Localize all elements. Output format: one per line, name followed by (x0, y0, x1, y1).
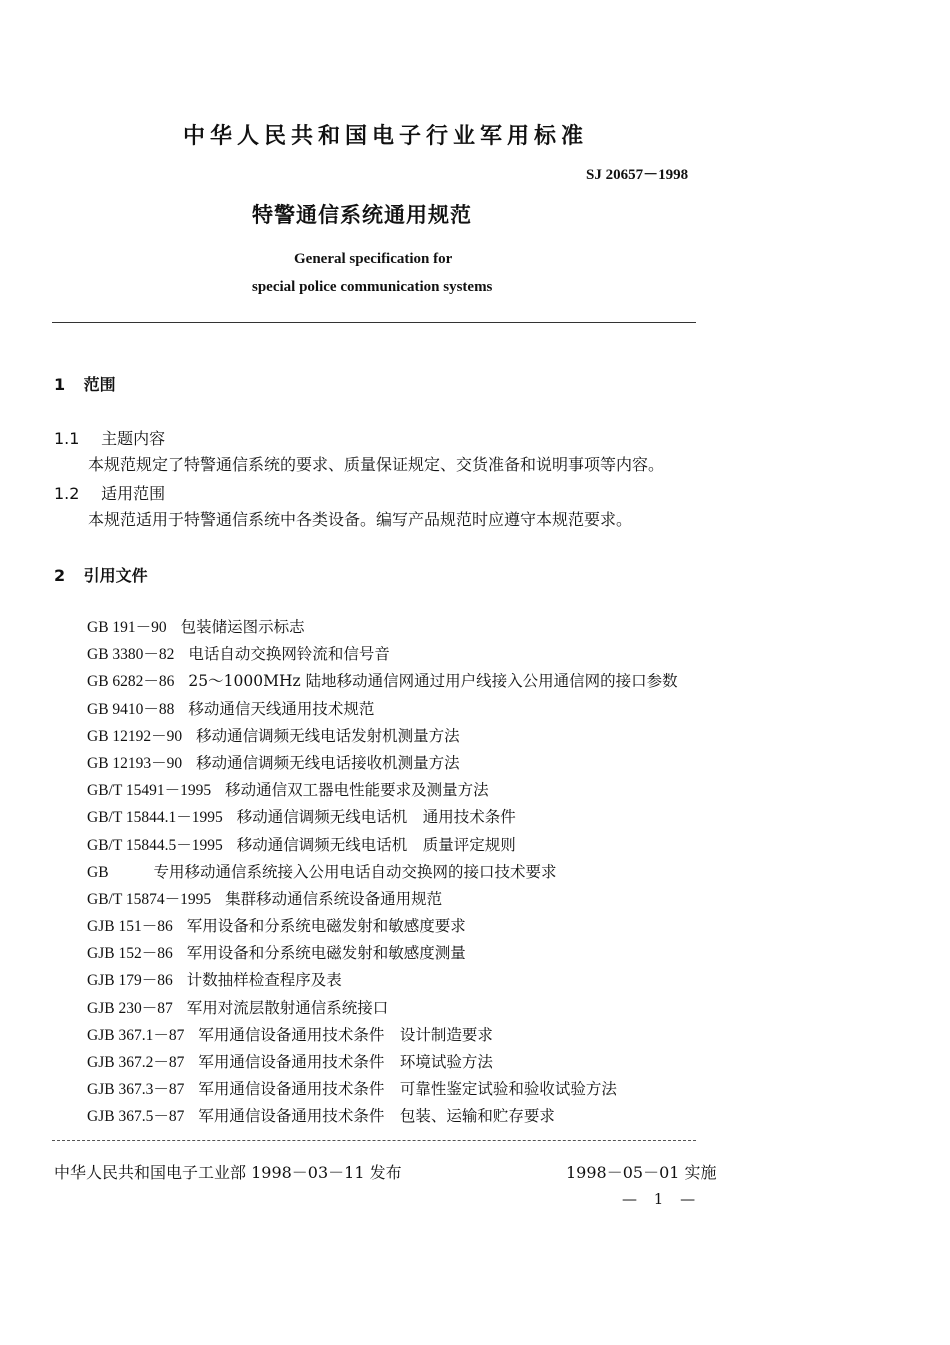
reference-item (87, 777, 678, 804)
reference-code: GB/T 15844.1－1995 (87, 809, 223, 827)
section-2-heading (54, 563, 148, 586)
publication-statement: 中华人民共和国电子工业部 1998－03－11 发布 (54, 1163, 402, 1182)
document-title-en-line2: special police communication systems (252, 279, 493, 295)
reference-title: 军用设备和分系统电磁发射和敏感度测量 (186, 944, 466, 963)
reference-item (87, 1049, 678, 1076)
header-divider (52, 322, 696, 323)
reference-title: 电话自动交换网铃流和信号音 (188, 645, 390, 664)
reference-title: 移动通信调频无线电话机 质量评定规则 (236, 835, 516, 854)
document-title-en-line1: General specification for (294, 251, 453, 267)
reference-code: GB/T 15844.5－1995 (87, 836, 223, 854)
reference-code: GB/T 15874－1995 (87, 890, 212, 908)
reference-title: 集群移动通信系统设备通用规范 (225, 889, 443, 908)
page-number: — 1 — (622, 1190, 702, 1208)
reference-title: 移动通信双工器电性能要求及测量方法 (225, 781, 489, 800)
reference-title: 专用移动通信系统接入公用电话自动交换网的接口技术要求 (153, 862, 557, 881)
reference-item (87, 1103, 678, 1130)
reference-code: GB 12193－90 (87, 754, 183, 772)
reference-code: GB/T 15491－1995 (87, 782, 212, 800)
reference-item (87, 723, 678, 750)
implementation-date: 1998－05－01 实施 (566, 1163, 717, 1182)
section-1-2-heading (54, 481, 165, 504)
reference-title: 移动通信天线通用技术规范 (188, 699, 375, 718)
reference-item (87, 1076, 678, 1103)
reference-title: 军用对流层散射通信系统接口 (186, 998, 389, 1017)
section-title: 引用文件 (83, 566, 148, 585)
reference-title: 军用通信设备通用技术条件 环境试验方法 (198, 1053, 493, 1071)
section-number: 1.2 (54, 484, 80, 503)
reference-item (87, 614, 678, 641)
section-title: 范围 (83, 375, 116, 394)
reference-item (87, 641, 678, 668)
reference-code: GB 6282－86 (87, 673, 175, 691)
reference-code: GB 12192－90 (87, 727, 183, 745)
reference-title: 25～1000MHz 陆地移动通信网通过用户线接入公用通信网的接口参数 (188, 672, 678, 691)
reference-code: GB 191－90 (87, 619, 167, 636)
reference-item (87, 859, 678, 886)
reference-code: GJB 367.1－87 (87, 1026, 185, 1044)
reference-item (87, 995, 678, 1022)
section-1-1-text: 本规范规定了特警通信系统的要求、质量保证规定、交货准备和说明事项等内容。 (88, 455, 665, 474)
standard-number: SJ 20657－1998 (586, 167, 689, 183)
reference-code: GJB 151－86 (87, 918, 173, 936)
reference-code: GB 9410－88 (87, 700, 175, 718)
reference-code: GJB 367.5－87 (87, 1108, 185, 1126)
reference-code: GJB 367.2－87 (87, 1054, 185, 1071)
reference-title: 军用通信设备通用技术条件 设计制造要求 (198, 1025, 493, 1044)
reference-title: 计数抽样检查程序及表 (186, 971, 342, 990)
reference-item (87, 967, 678, 994)
section-number: 2 (54, 566, 66, 585)
reference-title: 军用通信设备通用技术条件 包装、运输和贮存要求 (198, 1107, 555, 1126)
reference-item (87, 940, 678, 967)
issuing-organization: 中华人民共和国电子行业军用标准 (183, 124, 589, 149)
reference-title: 移动通信调频无线电话接收机测量方法 (196, 753, 460, 772)
reference-title: 移动通信调频无线电话发射机测量方法 (196, 726, 460, 745)
reference-code: GB 3380－82 (87, 646, 175, 664)
reference-code: GJB 230－87 (87, 999, 173, 1017)
reference-item (87, 668, 678, 695)
footer-divider (52, 1140, 696, 1141)
reference-item (87, 886, 678, 913)
section-title: 适用范围 (101, 484, 166, 503)
section-1-2-text: 本规范适用于特警通信系统中各类设备。编写产品规范时应遵守本规范要求。 (88, 510, 633, 529)
reference-item (87, 696, 678, 723)
reference-list (87, 614, 678, 1131)
reference-item (87, 1022, 678, 1049)
reference-item (87, 750, 678, 777)
document-title-cn: 特警通信系统通用规范 (252, 203, 472, 227)
reference-item (87, 832, 678, 859)
section-number: 1.1 (54, 429, 80, 448)
section-number: 1 (54, 375, 66, 394)
section-title: 主题内容 (101, 429, 166, 448)
reference-item (87, 804, 678, 831)
reference-code: GB (87, 863, 140, 881)
reference-title: 移动通信调频无线电话机 通用技术条件 (236, 808, 516, 827)
reference-title: 军用通信设备通用技术条件 可靠性鉴定试验和验收试验方法 (198, 1080, 617, 1099)
reference-title: 军用设备和分系统电磁发射和敏感度要求 (186, 917, 466, 936)
reference-title: 包装储运图示标志 (180, 618, 305, 636)
reference-code: GJB 152－86 (87, 945, 173, 963)
reference-code: GJB 179－86 (87, 972, 173, 990)
section-1-1-heading (54, 426, 165, 449)
reference-code: GJB 367.3－87 (87, 1081, 185, 1099)
section-1-heading (54, 372, 116, 395)
reference-item (87, 913, 678, 940)
